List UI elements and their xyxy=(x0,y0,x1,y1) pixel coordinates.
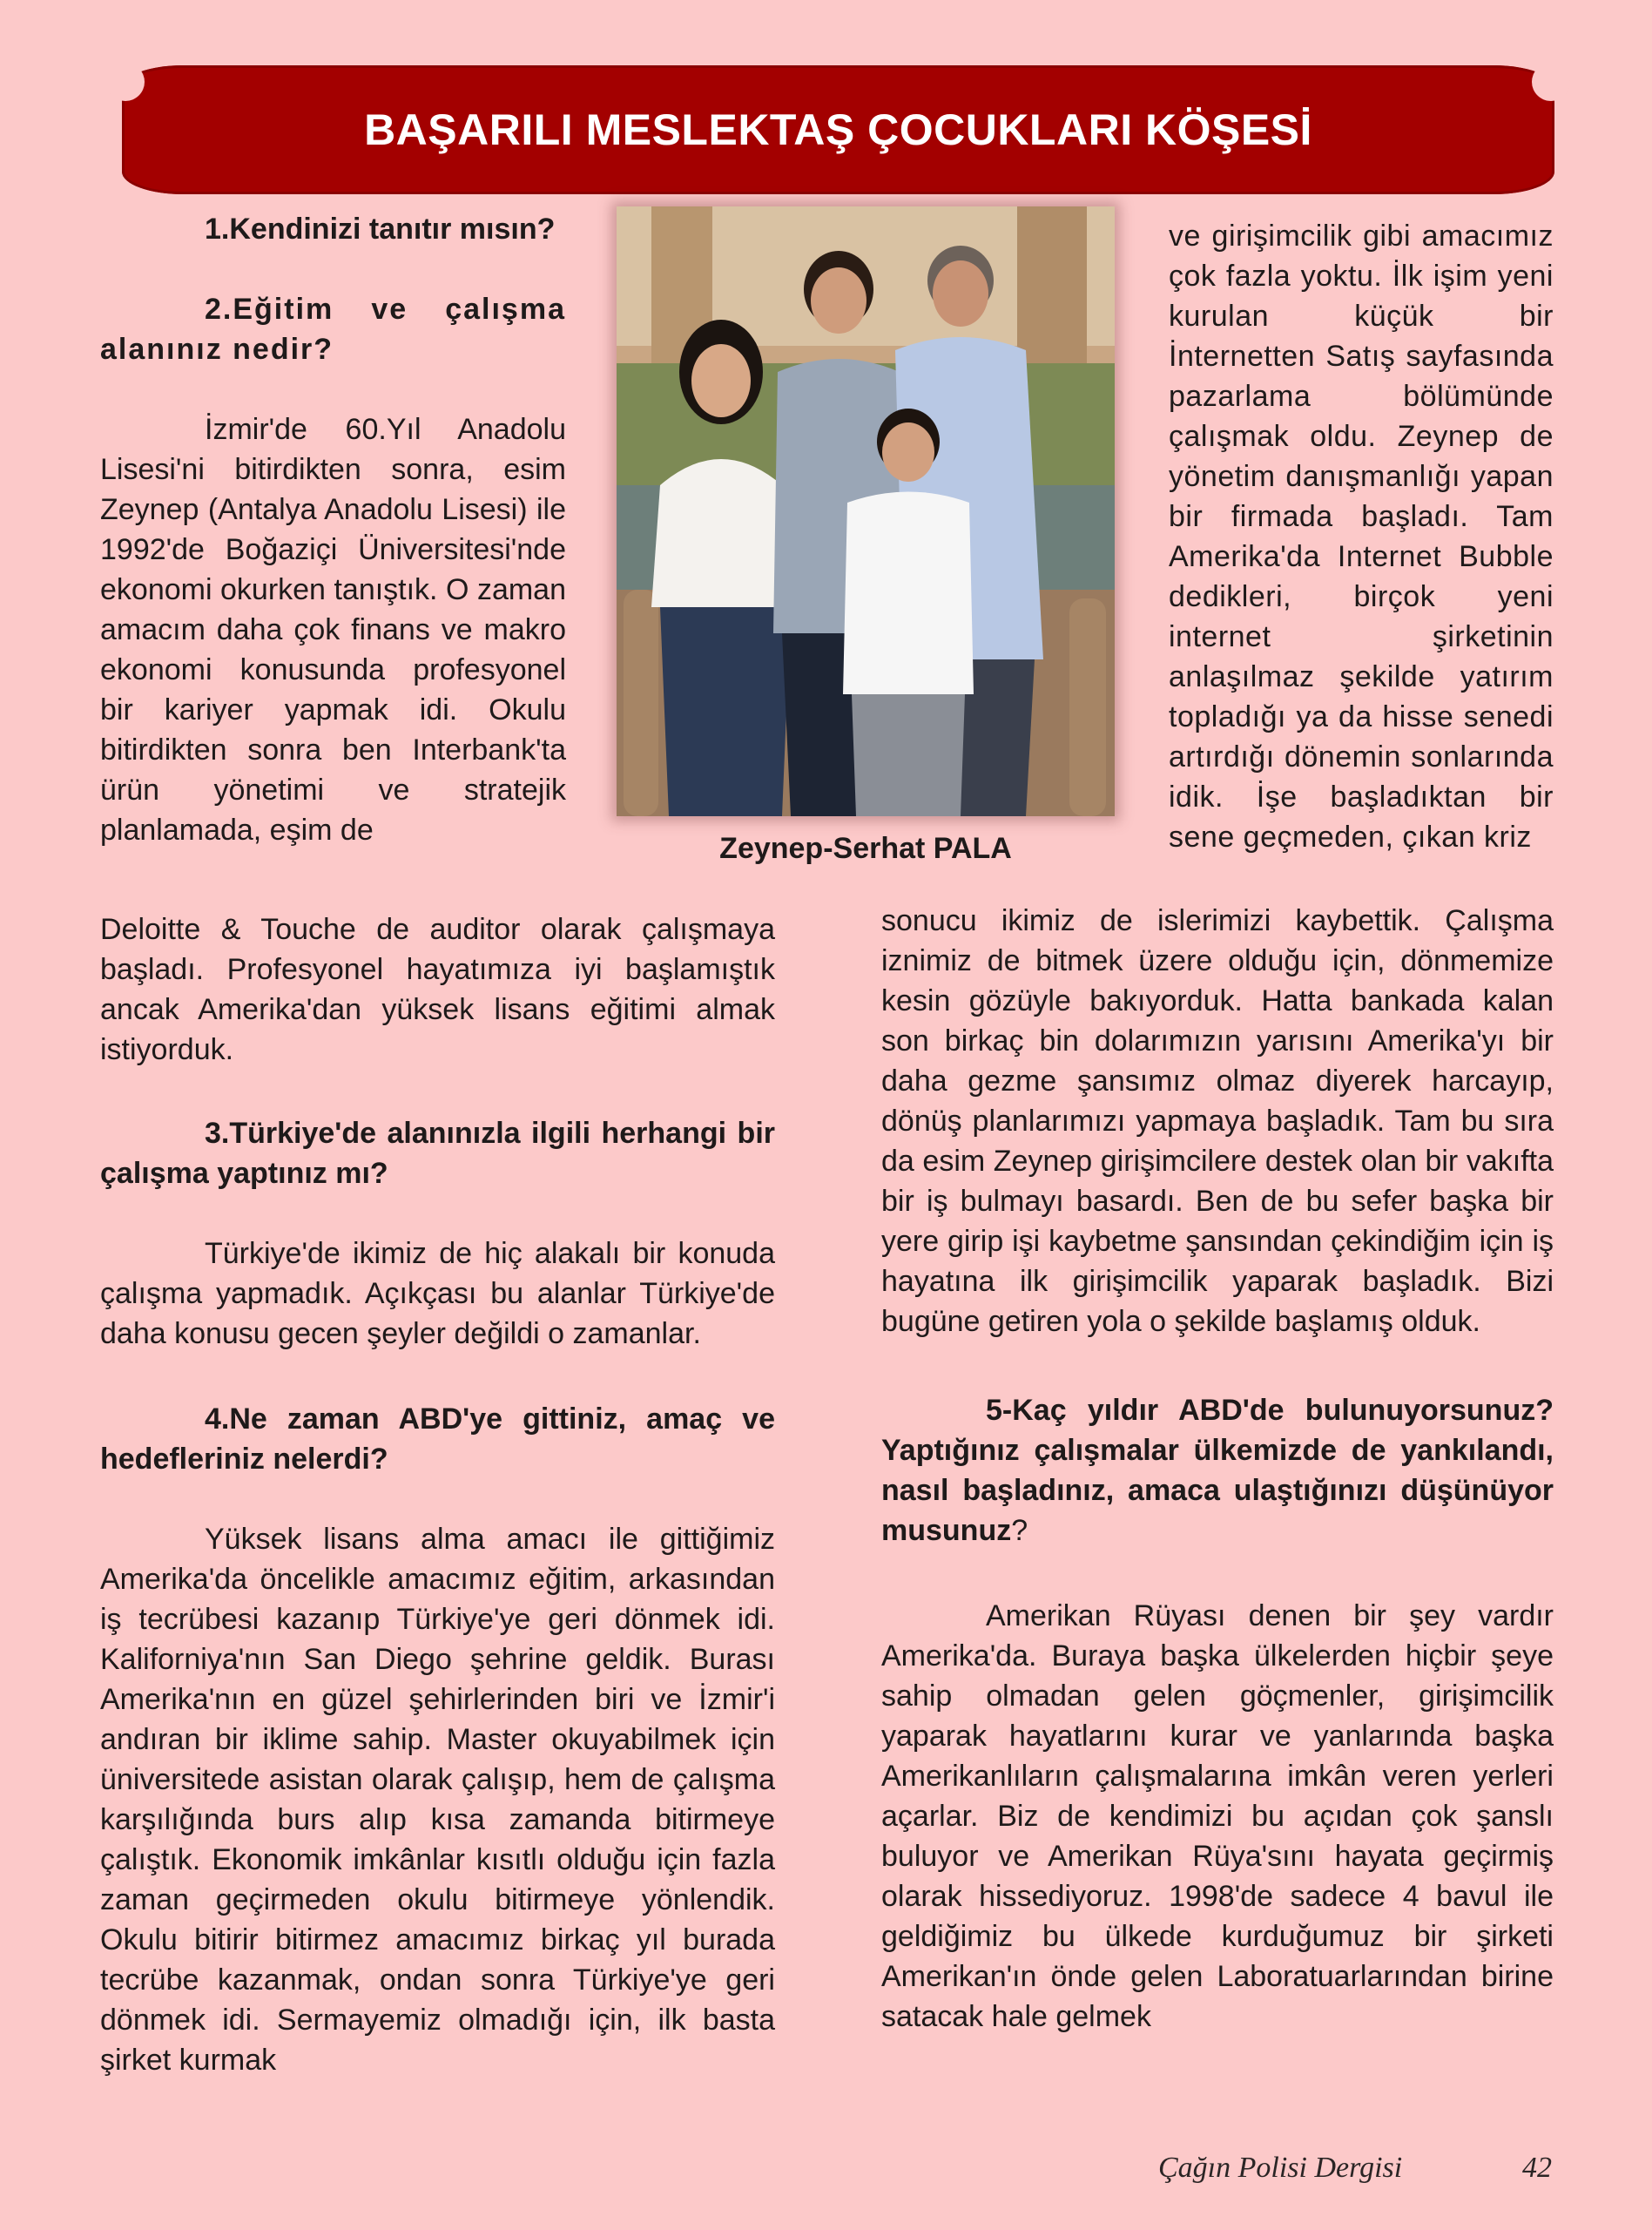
question-2: 2.Eğitim ve çalışma alanınız nedir? xyxy=(100,293,566,366)
answer-5: Amerikan Rüyası denen bir şey vardır Amerika'da. Buraya başka ülkelerden hiçbir şeye sahip olmadan gelen göçmenler, girişimcilik yaparak hayatlarını kurar ve yanlarında başka Amerikanlıların çalışmalarına imkân veren yerleri açarlar. Biz de kendimizi bu açıdan çok şanslı buluyor ve Amerikan Rüya'sını hayata geçirmiş olarak hissediyoruz. 1998'de sadece 4 bavul ile geldiğimiz bu ülkede kurduğumuz bir şirketi Amerikan'ın önde gelen Laboratuarlarından birine satacak hale gelmek xyxy=(881,1599,1554,2033)
question-4: 4.Ne zaman ABD'ye gittiniz, amaç ve hedefleriniz nelerdi? xyxy=(100,1402,775,1476)
right-column-bottom xyxy=(881,901,1554,2037)
magazine-name: Çağın Polisi Dergisi xyxy=(1158,2152,1403,2184)
answer-2: İzmir'de 60.Yıl Anadolu Lisesi'ni bitirdikten sonra, esim Zeynep (Antalya Anadolu Lisesi) ile 1992'de Boğaziçi Üniversitesi'nde ekonomi okurken tanıştık. O zaman amacım daha çok finans ve makro ekonomi konusunda profesyonel bir kariyer yapmak idi. Okulu bitirdikten sonra ben Interbank'ta ürün yönetimi ve stratejik planlamada, eşim de xyxy=(100,413,566,847)
page-title: BAŞARILI MESLEKTAŞ ÇOCUKLARI KÖŞESİ xyxy=(364,105,1312,154)
question-3: 3.Türkiye'de alanınızla ilgili herhangi bir çalışma yaptınız mı? xyxy=(100,1117,775,1190)
question-5-text: 5-Kaç yıldır ABD'de bulunuyorsunuz? Yaptığınız çalışmalar ülkemizde de yankılandı, nasıl başladınız, amaca ulaştığınızı düşünüyor musunuz xyxy=(881,1394,1554,1547)
answer-4: Yüksek lisans alma amacı ile gittiğimiz Amerika'da öncelikle amacımız eğitim, arkasından iş tecrübesi kazanıp Türkiye'ye geri dönmek idi. Kaliforniya'nın San Diego şehrine geldik. Burası Amerika'nın en güzel şehirlerinden biri ve İzmir'i andıran bir iklime sahip. Master okuyabilmek için üniversitede asistan olarak çalışıp, hem de çalışma karşılığında burs alıp kısa zamanda bitirmeye çalıştık. Ekonomik imkânlar kısıtlı olduğu için fazla zaman geçirmeden okulu bitirmeye yönlendik. Okulu bitirir bitirmez amacımız birkaç yıl burada tecrübe kazanmak, ondan sonra Türkiye'ye geri dönmek idi. Sermayemiz olmadığı için, ilk basta şirket kurmak xyxy=(100,1523,775,2077)
answer-3: Türkiye'de ikimiz de hiç alakalı bir konuda çalışma yapmadık. Açıkçası bu alanlar Türkiye'de daha konusu gecen şeyler değildi o zamanlar. xyxy=(100,1237,775,1350)
right-column-top xyxy=(1169,216,1554,857)
question-5 xyxy=(881,1390,1554,1551)
page-number: 42 xyxy=(1522,2152,1552,2184)
question-5-mark: ? xyxy=(1011,1514,1028,1547)
family-photo xyxy=(617,206,1115,816)
answer-2-continued: Deloitte & Touche de auditor olarak çalışmaya başladı. Profesyonel hayatımıza iyi başlamıştık ancak Amerika'dan yüksek lisans eğitimi almak istiyorduk. xyxy=(100,913,775,1066)
question-1: 1.Kendinizi tanıtır mısın? xyxy=(205,213,556,246)
photo-caption: Zeynep-Serhat PALA xyxy=(719,832,1012,865)
left-column-top xyxy=(100,209,566,850)
header-banner xyxy=(122,65,1554,194)
left-column-bottom xyxy=(100,909,775,2080)
right-text-continued: sonucu ikimiz de islerimizi kaybettik. Çalışma iznimiz de bitmek üzere olduğu için, dönmemize kesin gözüyle bakıyorduk. Hatta bankada kalan son birkaç bin dolarımızın yarısını Amerika'yı bir daha gezme şansımız olmaz diyerek harcayıp, dönüş planlarımızı yapmaya başladık. Tam bu sıra da esim Zeynep girişimcilere destek olan bir vakıfta bir iş bulmayı basardı. Ben de bu sefer başka bir yere girip işi kaybetme şansından çekindiğim için iş hayatına ilk girişimcilik yaparak başladık. Bizi bugüne getiren yola o şekilde başlamış olduk. xyxy=(881,904,1554,1338)
right-text-top: ve girişimcilik gibi amacımız çok fazla yoktu. İlk işim yeni kurulan küçük bir İnternetten Satış sayfasında pazarlama bölümünde çalışmak oldu. Zeynep de yönetim danışmanlığı yapan bir firmada başladı. Tam Amerika'da Internet Bubble dedikleri, birçok yeni internet şirketinin anlaşılmaz şekilde yatırım topladığı ya da hisse senedi artırdığı dönemin sonlarında idik. İşe başladıktan bir sene geçmeden, çıkan kriz xyxy=(1169,220,1554,854)
